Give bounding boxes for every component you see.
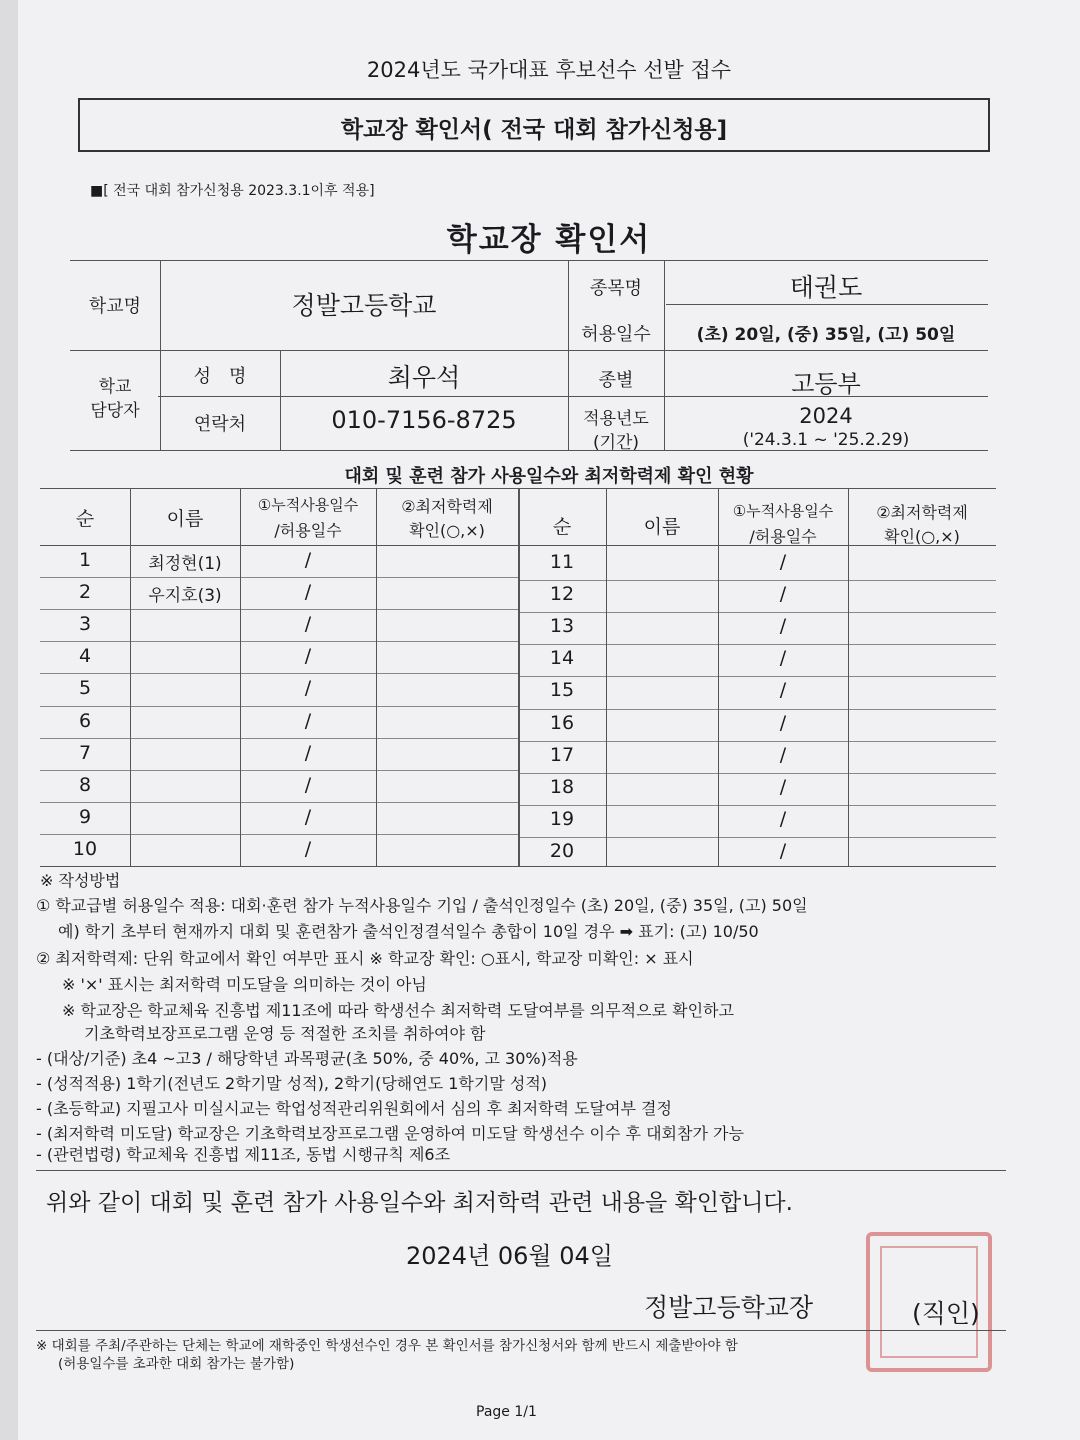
note-line: - (최저학력 미도달) 학교장은 기초학력보장프로그램 운영하여 미도달 학생선수 이수 후 대회참가 가능 [36,1124,744,1143]
table-col-line [606,488,607,866]
note-line: ② 최저학력제: 단위 학교에서 확인 여부만 표시 ※ 학교장 확인: ○표시, 학교장 미확인: × 표시 [36,949,694,968]
table-row-line [40,577,518,578]
row-number: 16 [549,711,575,734]
row-number: 11 [549,551,575,573]
row-days-slash: / [779,743,787,766]
col-days-header: /허용일수 [274,521,342,540]
contact-group-label: 담당자 [90,401,140,421]
row-days-slash: / [304,773,312,796]
year-value: 2024 [799,404,853,428]
category-value: 고등부 [791,370,861,398]
row-days-slash: / [304,805,312,828]
confirm-statement: 위와 같이 대회 및 훈련 참가 사용일수와 최저학력 관련 내용을 확인합니다. [46,1190,793,1216]
note-line: 예) 학기 초부터 현재까지 대회 및 훈련참가 출석인정결석일수 총합이 10일 경우 ➡ 표기: (고) 10/50 [58,922,759,941]
col-check-header: 확인(○,×) [884,527,960,546]
footer-note: ※ 대회를 주최/주관하는 단체는 학교에 재학중인 학생선수인 경우 본 확인서를 참가신청서와 함께 반드시 제출받아야 함 [36,1338,738,1354]
top-line: 2024년도 국가대표 후보선수 선발 접수 [366,58,732,82]
school-value: 정발고등학교 [291,291,437,320]
col-name-header: 이름 [643,516,681,538]
box-title: 학교장 확인서( 전국 대회 참가신청용] [340,117,728,143]
row-number: 4 [78,645,92,668]
year-label: 적용년도 [583,409,649,429]
category-label: 종별 [598,370,634,391]
sport-value: 태권도 [789,273,863,302]
seal-label: (직인) [912,1299,980,1328]
row-days-slash: / [304,613,312,636]
row-days-slash: / [304,645,312,668]
name-value: 최우석 [387,363,461,392]
note-line: - (초등학교) 지필고사 미실시교는 학업성적관리위원회에서 심의 후 최저학력 도달여부 결정 [36,1099,672,1118]
col-check-header: ②최저학력제 [876,503,968,522]
row-number: 2 [78,581,92,604]
row-number: 14 [549,647,575,670]
row-number: 9 [78,805,92,828]
table-row-line [518,837,996,838]
doc-title: 학교장 확인서 [446,222,652,258]
col-no-header: 순 [552,516,572,538]
col-days-header: /허용일수 [749,527,817,546]
row-days-slash: / [779,807,787,830]
row-number: 19 [549,807,575,830]
note-line: 기초학력보장프로그램 운영 등 적절한 조치를 취하여야 함 [84,1024,486,1043]
table-row-line [40,834,518,835]
row-number: 5 [78,677,92,700]
info-line [70,350,988,351]
col-name-header: 이름 [166,508,204,530]
info-bottom-border [70,450,988,451]
table-col-line [130,488,131,866]
row-number: 13 [549,615,575,638]
table-row-line [518,805,996,806]
table-row-line [40,802,518,803]
note-line: ① 학교급별 허용일수 적용: 대회·훈련 참가 누적사용일수 기입 / 출석인정일수 (초) 20일, (중) 35일, (고) 50일 [36,896,808,915]
note-line: ※ '×' 표시는 최저학력 미도달을 의미하는 것이 아님 [62,975,427,994]
contact-group-label: 학교 [98,377,132,397]
table-row-line [518,709,996,710]
row-days-slash: / [779,647,787,670]
col-days-header: ①누적사용일수 [732,502,834,520]
note-line: ※ 학교장은 학교체육 진흥법 제11조에 따라 학생선수 최저학력 도달여부를 의무적으로 확인하고 [62,1001,734,1020]
footer-note: (허용일수를 초과한 대회 참가는 불가함) [58,1356,295,1372]
col-check-header: ②최저학력제 [401,497,493,516]
row-number: 8 [78,773,92,796]
row-number: 6 [78,709,92,732]
phone-label: 연락처 [193,414,247,435]
table-row-line [518,741,996,742]
row-days-slash: / [779,551,787,573]
row-days-slash: / [304,549,312,571]
row-number: 15 [549,679,575,702]
col-days-header: ①누적사용일수 [257,496,359,514]
name-label: 성 명 [193,366,247,387]
period-value: ('24.3.1 ~ '25.2.29) [742,430,910,450]
page-number: Page 1/1 [476,1404,537,1420]
row-days-slash: / [304,709,312,732]
note-line: - (성적적용) 1학기(전년도 2학기말 성적), 2학기(당해연도 1학기말 성적) [36,1074,548,1093]
table-row-line [518,612,996,613]
table-row-line [40,770,518,771]
row-days-slash: / [304,677,312,700]
note-line: - (대상/기준) 초4 ~고3 / 해당학년 과목평균(초 50%, 중 40%, 고 30%)적용 [36,1049,578,1068]
notes-heading: ※ 작성방법 [40,871,121,890]
title-box [78,98,990,152]
table-row-line [40,609,518,610]
table-row-line [518,676,996,677]
row-days-slash: / [304,837,312,860]
table-col-line [376,488,377,866]
school-label: 학교명 [88,296,142,317]
table-row-line [518,580,996,581]
row-number: 12 [549,583,575,606]
row-number: 18 [549,775,575,798]
row-number: 10 [72,837,98,860]
document-page [18,0,1080,1440]
col-check-header: 확인(○,×) [409,521,485,540]
sport-label: 종목명 [589,278,643,299]
table-row-line [40,706,518,707]
table-bottom-border [40,866,996,867]
row-days-slash: / [304,581,312,604]
notes-divider [36,1170,1006,1171]
table-row-line [518,773,996,774]
year-label: (기간) [592,433,640,453]
section-title: 대회 및 훈련 참가 사용일수와 최저학력제 확인 현황 [344,466,754,487]
table-row-line [518,644,996,645]
row-number: 3 [78,613,92,636]
note-line: - (관련법령) 학교체육 진흥법 제11조, 동법 시행규칙 제6조 [36,1145,451,1164]
table-row-line [40,673,518,674]
row-number: 7 [78,741,92,764]
col-no-header: 순 [75,508,95,530]
info-top-border [70,260,988,261]
footer-divider [36,1330,1006,1331]
row-days-slash: / [779,583,787,606]
row-days-slash: / [779,839,787,862]
row-days-slash: / [779,775,787,798]
phone-value: 010-7156-8725 [331,406,517,434]
row-days-slash: / [779,711,787,734]
signer-name: 정발고등학교장 [644,1293,814,1322]
row-days-slash: / [779,679,787,702]
row-number: 17 [549,743,575,766]
table-row-line [40,738,518,739]
allow-value: (초) 20일, (중) 35일, (고) 50일 [696,325,956,345]
row-name: 우지호(3) [148,586,222,607]
confirm-date: 2024년 06월 04일 [406,1242,613,1270]
apply-note: ■[ 전국 대회 참가신청용 2023.3.1이후 적용] [90,183,375,199]
row-days-slash: / [779,615,787,638]
info-line [666,304,988,305]
table-row-line [40,641,518,642]
row-days-slash: / [304,741,312,764]
row-name: 최정현(1) [148,554,222,574]
row-number: 1 [78,549,92,571]
allow-label: 허용일수 [581,324,651,345]
row-number: 20 [549,839,575,862]
